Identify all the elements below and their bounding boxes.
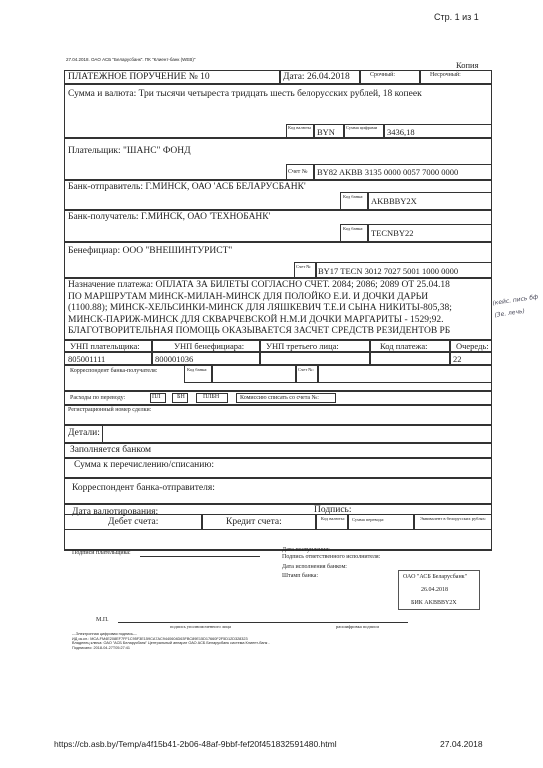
responsible-sign-label: Подпись ответственного исполнителя:: [282, 554, 381, 560]
cost-option-plbn[interactable]: ПЛБН: [203, 394, 220, 400]
unp-benef: 800001036: [155, 354, 194, 364]
purpose-line: (1100.88); МИНСК-ХЕЛЬСИНКИ-МИНСК ДЛЯ ЛЯШКЕВИЧ Т.Е.И СЫНА НИКИТЫ-805,38;: [68, 303, 452, 313]
filled-by-bank: Заполняется банком: [70, 445, 152, 455]
credit-label: Кредит счета:: [226, 517, 282, 527]
nonurgent-label: Несрочный:: [430, 72, 461, 78]
transfer-costs-label: Расходы по переводу:: [70, 395, 126, 401]
unp-third-label: УНП третьего лица:: [266, 341, 339, 351]
currency-code-label: Код валюты: [288, 125, 311, 130]
corr-receiver-label: Корреспондент банка-получателя:: [70, 368, 158, 374]
unp-benef-label: УНП бенефициара:: [174, 341, 245, 351]
details-label: Детали:: [68, 428, 100, 438]
handwritten-note: (кейс. пись бф: [492, 293, 539, 307]
payer-account-label: Счет №: [288, 169, 308, 175]
value-date-label: Дата валютирования:: [72, 507, 159, 517]
beneficiary-account-label: Счет №: [296, 264, 311, 269]
receipt-date-label: Дата поступления:: [282, 547, 330, 553]
purpose-line: МИНСК-ПАРИЖ-МИНСК ДЛЯ СКВАРЧЕВСКОЙ Н.М.И ДОЧКИ МАРГАРИТЫ - 1529;92.: [68, 314, 444, 325]
urgent-label: Срочный:: [370, 72, 395, 78]
handwritten-note: (Зе. лечь): [494, 307, 526, 319]
corr-sender-label: Корреспондент банка-отправителя:: [72, 483, 215, 493]
payment-code-label: Код платежа:: [380, 341, 428, 351]
payer-name: Плательщик: "ШАНС" ФОНД: [68, 146, 191, 156]
page-counter: Стр. 1 из 1: [434, 12, 479, 22]
beneficiary-name: Бенефициар: ООО "ВНЕШИНТУРИСТ": [68, 246, 233, 256]
stamp-bank-name: ОАО "АСБ Беларусбанк": [403, 574, 468, 580]
ecp-line: Владелец ключа: ОАО "АСБ Беларусбанк" Центральный аппарат ОАО АСБ Беларусбанк система Клиент-банк -: [72, 641, 270, 646]
amount-transfer-label: Сумма к перечислению/списанию:: [74, 460, 215, 470]
unp-payer-label: УНП плательщика:: [70, 341, 140, 351]
amount-digits: 3436,18: [387, 127, 415, 137]
page-title: ПЛАТЕЖНОЕ ПОРУЧЕНИЕ № 10: [68, 72, 210, 82]
stamp-date: 26.04.2018: [421, 587, 448, 593]
payer-sign-label: Подписи плательщика:: [72, 550, 131, 556]
mp-label: М.П.: [96, 617, 109, 623]
equivalent-label: Эквивалент в белорусских рублях:: [419, 516, 487, 521]
purpose-line: БЛАГОТВОРИТЕЛЬНАЯ ПОМОЩЬ ОКАЗЫВАЕТСЯ ЗАСЧЕТ СРЕДСТВ РЕЗИДЕНТОВ РБ: [68, 326, 451, 336]
sender-bank-code-label: Код банка:: [343, 194, 364, 199]
bank-stamp-label: Штамп банка:: [282, 573, 318, 579]
meta-line: 27.04.2018. ОАО АСБ "Беларусбанк". ПК "Клиент-банк (WEB)": [66, 57, 196, 62]
receiver-bank-code: TECNBY22: [371, 228, 414, 238]
ecp-line: ИД ок.кл.: МСА.FM4E208EF7FF1C95F3E159CA7AC9440604D63FBC89E15D17660F2F5D12D328323: [72, 636, 248, 641]
cost-option-pl[interactable]: ПЛ: [152, 394, 161, 400]
currency-code: BYN: [317, 127, 335, 137]
corr-account-label: Счет №:: [298, 367, 314, 372]
payment-purpose: [68, 280, 452, 338]
execution-date-label: Дата исполнения банком:: [282, 564, 347, 570]
cost-option-bn[interactable]: БН: [177, 394, 185, 400]
ecp-line: Подписано: 2018-04-27T05:27:41: [72, 645, 130, 650]
receiver-bank: Банк-получатель: Г.МИНСК, ОАО 'ТЕХНОБАНК': [68, 212, 271, 222]
queue-label: Очередь:: [456, 341, 489, 351]
signature-label: Подпись:: [314, 505, 352, 515]
commission-label: Комиссию списать со счета №:: [240, 395, 319, 401]
beneficiary-account: BY17 TECN 3012 7027 5001 1000 0000: [318, 266, 459, 276]
footer-date: 27.04.2018: [440, 739, 483, 749]
footer-url[interactable]: https://cb.asb.by/Temp/a4f15b41-2b06-48af-9bbf-fef20f451832591480.html: [54, 739, 337, 749]
purpose-line: Назначение платежа: ОПЛАТА ЗА БИЛЕТЫ СОГЛАСНО СЧЕТ. 2084; 2086; 2089 ОТ 25.04.18: [68, 280, 450, 290]
stamp-bik: БИК AKBBBY2X: [411, 600, 457, 606]
bank-stamp: [398, 570, 480, 610]
reg-number-label: Регистрационный номер сделки:: [68, 407, 152, 413]
copy-label: Копия: [456, 60, 479, 70]
currency-code-label-2: Код валюты:: [320, 516, 346, 521]
debit-label: Дебет счета:: [108, 517, 159, 527]
payer-account: BY82 AKBB 3135 0000 0057 7000 0000: [317, 167, 459, 177]
sender-bank-code: AKBBBY2X: [371, 196, 417, 206]
purpose-line: ПО МАРШРУТАМ МИНСК-МИЛАН-МИНСК ДЛЯ ПОЛОЙКО Е.И. И ДОЧКИ ДАРЬИ: [68, 291, 429, 302]
transfer-sum-label: Сумма перевода:: [352, 517, 385, 522]
unp-payer: 805001111: [68, 354, 106, 364]
sender-bank: Банк-отправитель: Г.МИНСК, ОАО 'АСБ БЕЛАРУСБАНК': [68, 182, 306, 192]
corr-bank-code-label: Код банка:: [187, 367, 208, 372]
amount-words: Сумма и валюта: Три тысячи четыреста тридцать шесть белорусских рублей, 18 копеек: [68, 89, 422, 99]
sign-decode-label: расшифровка подписи: [336, 624, 379, 629]
date-field: Дата: 26.04.2018: [283, 72, 350, 82]
amount-digits-label: Сумма цифрами: [346, 125, 378, 130]
queue-value: 22: [453, 354, 462, 364]
ecp-block: [72, 632, 270, 650]
receiver-bank-code-label: Код банка:: [343, 226, 364, 231]
ecp-line: ---Электронная цифровая подпись---: [72, 632, 137, 636]
authorized-sign-label: подпись уполномоченного лица: [170, 624, 231, 629]
